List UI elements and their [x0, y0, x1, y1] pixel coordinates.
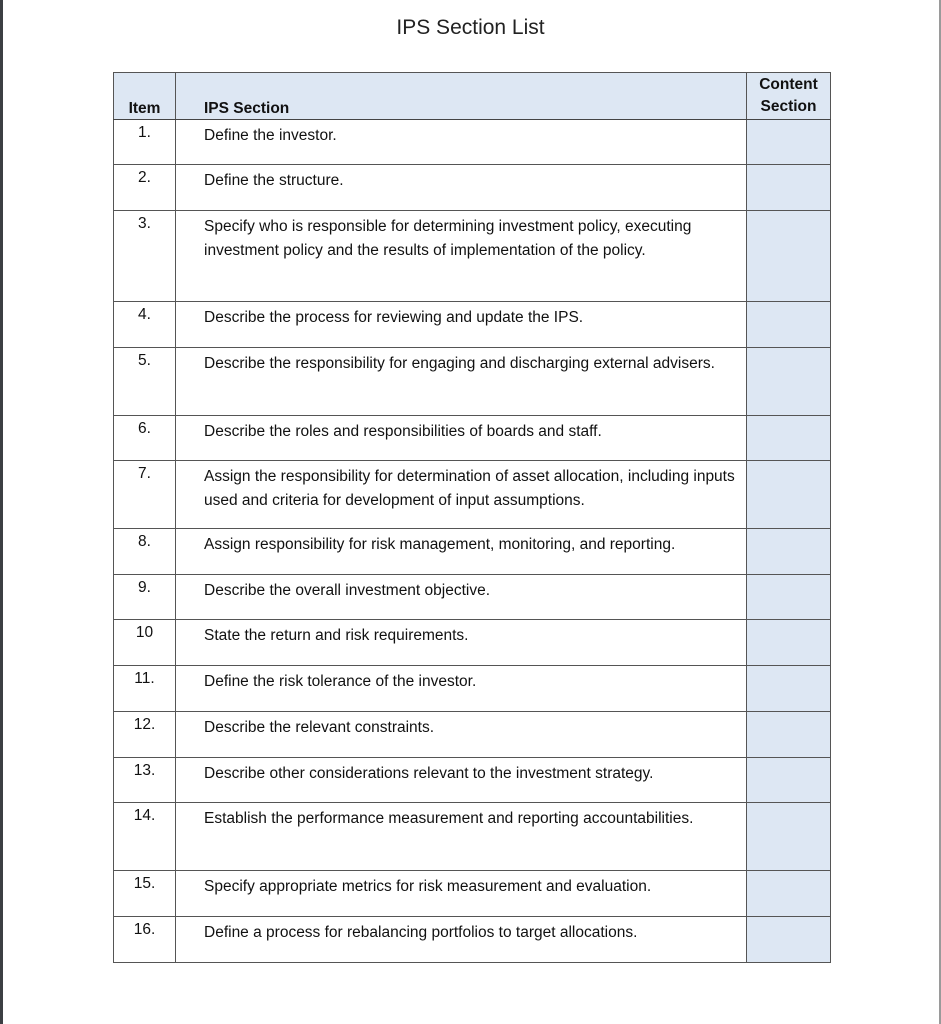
item-number: 3. — [114, 211, 176, 302]
item-number: 9. — [114, 575, 176, 620]
table-row — [114, 620, 831, 666]
table-row — [114, 529, 831, 575]
content-section-cell[interactable] — [747, 575, 831, 620]
item-number: 10 — [114, 620, 176, 666]
table-row — [114, 348, 831, 416]
section-text: Describe the overall investment objective. — [176, 575, 747, 620]
item-number: 4. — [114, 302, 176, 348]
window-left-edge — [0, 0, 3, 1024]
table-row — [114, 871, 831, 917]
content-section-cell[interactable] — [747, 120, 831, 165]
table-row — [114, 803, 831, 871]
table-row — [114, 165, 831, 211]
section-text: Assign responsibility for risk management, monitoring, and reporting. — [176, 529, 747, 575]
section-text: Assign the responsibility for determination of asset allocation, including inputs used and criteria for development of input assumptions. — [176, 461, 747, 529]
item-number: 1. — [114, 120, 176, 165]
section-text: Define the risk tolerance of the investor. — [176, 666, 747, 712]
content-section-cell[interactable] — [747, 348, 831, 416]
section-text: Specify appropriate metrics for risk measurement and evaluation. — [176, 871, 747, 917]
item-number: 11. — [114, 666, 176, 712]
section-text: Define the structure. — [176, 165, 747, 211]
content-section-cell[interactable] — [747, 620, 831, 666]
item-number: 5. — [114, 348, 176, 416]
item-number: 13. — [114, 758, 176, 803]
table-row — [114, 666, 831, 712]
table-row — [114, 416, 831, 461]
item-column-header: Item — [114, 73, 176, 120]
table-row — [114, 712, 831, 758]
section-text: Specify who is responsible for determining investment policy, executing investment policy and the results of implementation of the policy. — [176, 211, 747, 302]
section-text: Describe the relevant constraints. — [176, 712, 747, 758]
item-number: 12. — [114, 712, 176, 758]
content-section-cell[interactable] — [747, 529, 831, 575]
section-text: Define the investor. — [176, 120, 747, 165]
item-number: 2. — [114, 165, 176, 211]
content-section-cell[interactable] — [747, 758, 831, 803]
section-text: Describe the roles and responsibilities of boards and staff. — [176, 416, 747, 461]
content-section-cell[interactable] — [747, 461, 831, 529]
table-row — [114, 120, 831, 165]
item-number: 7. — [114, 461, 176, 529]
section-text: Describe other considerations relevant to the investment strategy. — [176, 758, 747, 803]
content-section-cell[interactable] — [747, 165, 831, 211]
ips-section-table — [113, 72, 831, 963]
ips-section-column-header: IPS Section — [176, 73, 747, 120]
table-header-row — [114, 73, 831, 120]
content-section-cell[interactable] — [747, 712, 831, 758]
content-section-cell[interactable] — [747, 302, 831, 348]
content-section-cell[interactable] — [747, 917, 831, 963]
content-section-cell[interactable] — [747, 666, 831, 712]
content-section-column-header: Content Section — [747, 73, 831, 120]
section-text: State the return and risk requirements. — [176, 620, 747, 666]
section-text: Define a process for rebalancing portfolios to target allocations. — [176, 917, 747, 963]
item-number: 8. — [114, 529, 176, 575]
section-text: Establish the performance measurement and reporting accountabilities. — [176, 803, 747, 871]
content-section-cell[interactable] — [747, 211, 831, 302]
table-row — [114, 575, 831, 620]
table-row — [114, 917, 831, 963]
section-text: Describe the responsibility for engaging and discharging external advisers. — [176, 348, 747, 416]
item-number: 15. — [114, 871, 176, 917]
table-row — [114, 758, 831, 803]
content-section-cell[interactable] — [747, 803, 831, 871]
item-number: 6. — [114, 416, 176, 461]
table-row — [114, 211, 831, 302]
section-text: Describe the process for reviewing and update the IPS. — [176, 302, 747, 348]
table-row — [114, 461, 831, 529]
item-number: 16. — [114, 917, 176, 963]
page-title: IPS Section List — [396, 16, 545, 39]
item-number: 14. — [114, 803, 176, 871]
content-section-cell[interactable] — [747, 416, 831, 461]
table-row — [114, 302, 831, 348]
content-section-cell[interactable] — [747, 871, 831, 917]
